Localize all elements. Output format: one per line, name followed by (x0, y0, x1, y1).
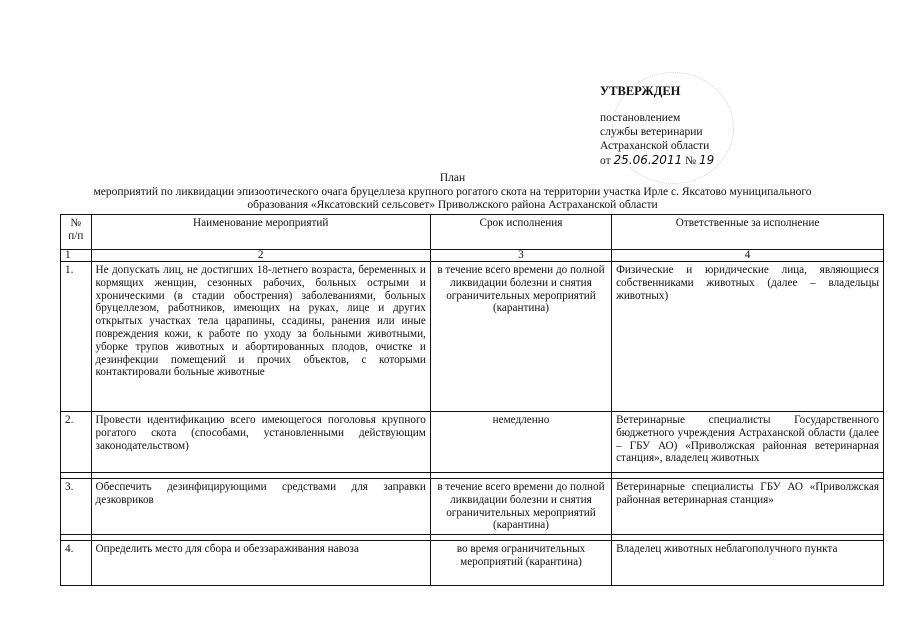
document-subtitle: мероприятий по ликвидации эпизоотического очага бруцеллеза крупного рогатого скота на территории участка Ирле с. Яксатово муниципального образования «Яксатовский сельсовет» Приволжского района Астраханской области (93, 186, 812, 211)
column-number: 1 (61, 250, 92, 262)
table-header-row (61, 215, 884, 250)
approval-date: 25.06.2011 (613, 153, 683, 167)
row-action: Провести идентификацию всего имеющегося поголовья крупного рогатого скота (способами, установленными действующим законодательством) (91, 412, 430, 473)
column-number-row (61, 250, 884, 262)
row-deadline: во время ограничительных мероприятий (карантина) (430, 541, 611, 586)
number-prefix: № (685, 155, 697, 167)
column-number: 4 (612, 250, 884, 262)
row-action: Не допускать лиц, не достигших 18-летнего возраста, беременных и кормящих женщин, сезонных рабочих, больных острыми и хроническими (в стадии обострения) заболеваниями, больных бруцеллезом, работников, имеющих на руках, лице и других открытых участках тела царапины, ссадины, ранения или иные повреждения кожи, к работе по уходу за больными животными, уборке трупов животных и абортированных плодов, очистке и дезинфекции помещений и прочих объектов, с которыми контактировали больные животные (91, 262, 430, 412)
row-deadline: немедленно (430, 412, 611, 473)
approval-line: постановлением (600, 112, 681, 124)
row-number: 3. (61, 479, 92, 535)
row-action: Определить место для сбора и обеззараживания навоза (91, 541, 430, 586)
column-header: Наименование мероприятий (91, 215, 430, 250)
document-heading (0, 172, 905, 212)
date-prefix: от (600, 155, 611, 167)
column-number: 2 (91, 250, 430, 262)
row-number: 2. (61, 412, 92, 473)
row-deadline: в течение всего времени до полной ликвидации болезни и снятия ограничительных мероприятий (карантина) (430, 479, 611, 535)
row-number: 4. (61, 541, 92, 586)
row-responsible: Ветеринарные специалисты Государственного бюджетного учреждения Астраханской области (далее – ГБУ АО) «Приволжская районная ветеринарная станция», владелец животных (612, 412, 884, 473)
column-header: Срок исполнения (430, 215, 611, 250)
approval-number: 19 (698, 153, 715, 167)
approval-block (600, 84, 750, 168)
row-responsible: Физические и юридические лица, являющиеся собственниками животных (далее – владельцы животных) (612, 262, 884, 412)
document-title: План (439, 172, 466, 184)
approval-line: службы ветеринарии (600, 126, 703, 138)
row-deadline: в течение всего времени до полной ликвидации болезни и снятия ограничительных мероприятий (карантина) (430, 262, 611, 412)
approval-title: УТВЕРЖДЕН (600, 84, 681, 98)
table-row (61, 262, 884, 412)
column-number: 3 (430, 250, 611, 262)
column-header: Ответственные за исполнение (612, 215, 884, 250)
row-action: Обеспечить дезинфицирующими средствами для заправки дезковриков (91, 479, 430, 535)
approval-line: Астраханской области (600, 140, 710, 152)
table-row (61, 541, 884, 586)
table-row (61, 412, 884, 473)
row-number: 1. (61, 262, 92, 412)
approval-date-line (600, 153, 750, 168)
measures-table (60, 214, 884, 586)
column-header: № п/п (61, 215, 92, 250)
table-row (61, 479, 884, 535)
row-responsible: Ветеринарные специалисты ГБУ АО «Приволжская районная ветеринарная станция» (612, 479, 884, 535)
row-responsible: Владелец животных неблагополучного пункта (612, 541, 884, 586)
